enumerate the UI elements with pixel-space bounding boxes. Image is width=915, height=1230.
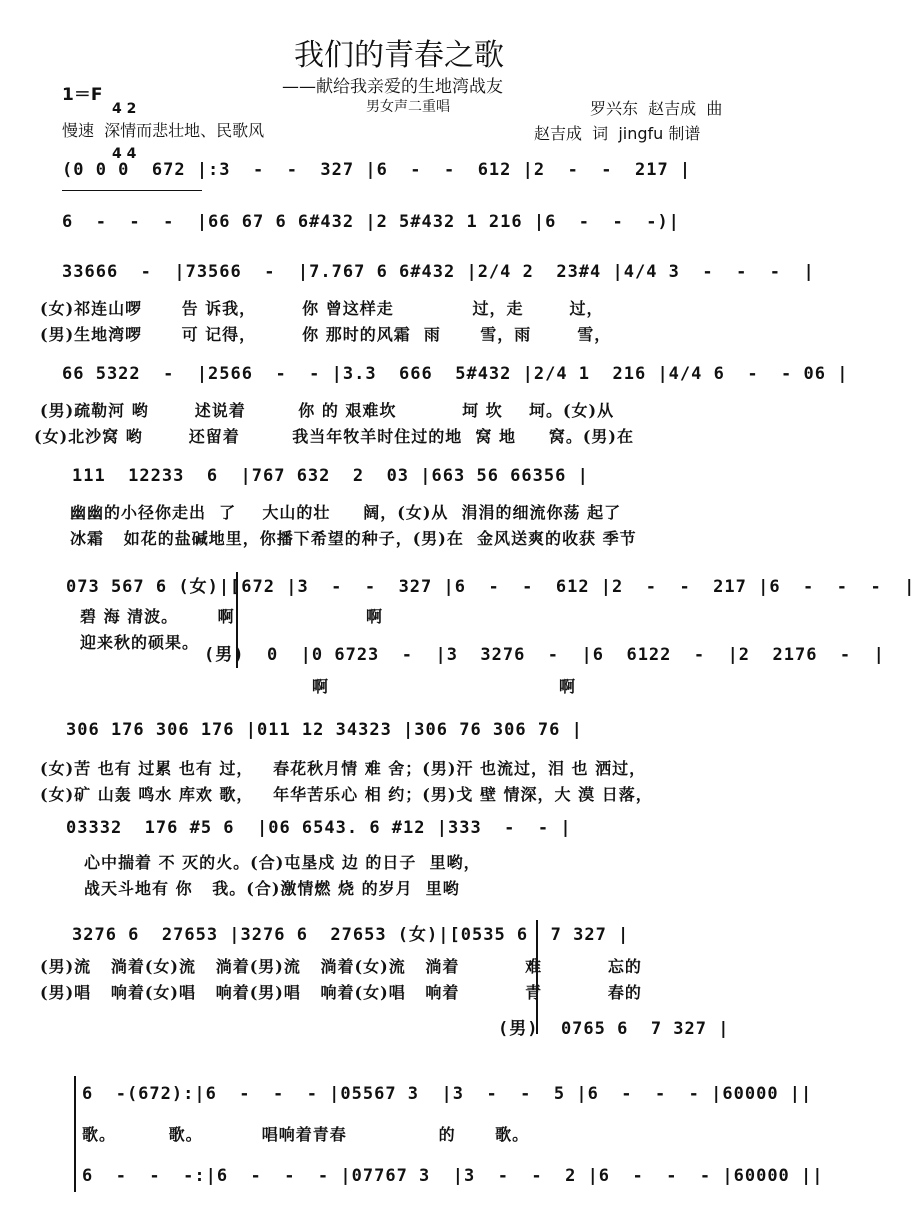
score-row-1: (0 0 0 672 |:3 - - 327 |6 - - 612 |2 - - 217 | xyxy=(62,160,692,180)
score-row-6: 073 567 6 (女)|[672 |3 - - 327 |6 - - 612 |2 - - 217 |6 - - - | xyxy=(66,577,915,597)
lyric-line-6c: 啊 啊 xyxy=(312,677,576,696)
lyric-line-6a: 碧 海 清波。 啊 啊 xyxy=(80,607,383,626)
score-row-2: 6 - - - |66 67 6 6#432 |2 5#432 1 216 |6 - - -)| xyxy=(62,212,680,232)
lyric-line-8b: 战天斗地有 你 我。(合)激情燃 烧 的岁月 里哟 xyxy=(84,879,460,898)
system-bracket xyxy=(236,572,238,668)
lyric-line-4a: (男)疏勒河 哟 述说着 你 的 艰难坎 坷 坎 坷。(女)从 xyxy=(40,401,615,420)
voicing-label: 男女声二重唱 xyxy=(366,99,450,115)
lyric-line-9b: (男)唱 响着(女)唱 响着(男)唱 响着(女)唱 响着 青 春的 xyxy=(40,983,642,1002)
lyric-line-3a: (女)祁连山啰 告 诉我， 你 曾这样走 过，走 过， xyxy=(40,299,604,318)
score-row-11: 6 - - -:|6 - - - |07767 3 |3 - - 2 |6 - - - |60000 || xyxy=(82,1166,824,1186)
system-bracket-3 xyxy=(74,1076,76,1192)
system-bracket-2 xyxy=(536,920,538,1034)
lyric-line-9a: (男)流 淌着(女)流 淌着(男)流 淌着(女)流 淌着 难 忘的 xyxy=(40,957,642,976)
key-signature: 1＝F xyxy=(62,85,103,105)
song-subtitle: ——献给我亲爱的生地湾战友 xyxy=(282,77,503,97)
tempo-marking: 慢速 深情而悲壮地、民歌风 xyxy=(62,121,265,140)
lyric-line-5a: 幽幽的小径你走出 了 大山的壮 阔，(女)从 涓涓的细流你荡 起了 xyxy=(70,503,622,522)
beam-line xyxy=(62,190,202,191)
lyric-line-6b: 迎来秋的硕果。 xyxy=(80,633,200,652)
composer-credit: 罗兴东 赵吉成 曲 xyxy=(590,99,723,118)
score-row-7: 306 176 306 176 |011 12 34323 |306 76 306 76 | xyxy=(66,720,583,740)
lyric-line-10: 歌。 歌。 唱响着青春 的 歌。 xyxy=(82,1125,530,1144)
score-row-10: 6 -(672):|6 - - - |05567 3 |3 - - 5 |6 - - - |60000 || xyxy=(82,1084,813,1104)
score-row-9-male: (男) 0765 6 7 327 | xyxy=(498,1019,730,1039)
score-row-4: 66 5322 - |2566 - - |3.3 666 5#432 |2/4 1 216 |4/4 6 - - 06 | xyxy=(62,364,849,384)
lyric-line-5b: 冰霜 如花的盐碱地里，你播下希望的种子，(男)在 金风送爽的收获 季节 xyxy=(70,529,637,548)
meter-denominators: 4 4 xyxy=(112,146,137,162)
lyricist-credit: 赵吉成 词 jingfu 制谱 xyxy=(534,124,701,143)
score-row-6-male: (男) 0 |0 6723 - |3 3276 - |6 6122 - |2 2176 - | xyxy=(204,645,885,665)
score-row-3: 33666 - |73566 - |7.767 6 6#432 |2/4 2 23#4 |4/4 3 - - - | xyxy=(62,262,815,282)
song-title: 我们的青春之歌 xyxy=(294,38,504,73)
score-row-5: 111 12233 6 |767 632 2 03 |663 56 66356 | xyxy=(72,466,589,486)
lyric-line-4b: (女)北沙窝 哟 还留着 我当年牧羊时住过的地 窝 地 窝。(男)在 xyxy=(34,427,634,446)
meter-numerators: 4 2 xyxy=(112,101,137,117)
lyric-line-8a: 心中揣着 不 灭的火。(合)屯垦戍 边 的日子 里哟， xyxy=(84,853,481,872)
lyric-line-3b: (男)生地湾啰 可 记得， 你 那时的风霜 雨 雪，雨 雪， xyxy=(40,325,612,344)
score-row-9: 3276 6 27653 |3276 6 27653 (女)|[0535 6 7 327 | xyxy=(72,925,630,945)
lyric-line-7a: (女)苦 也有 过累 也有 过， 春花秋月情 难 舍；(男)汗 也流过，泪 也 洒过， xyxy=(40,759,647,778)
lyric-line-7b: (女)矿 山轰 鸣水 库欢 歌， 年华苦乐心 相 约；(男)戈 壁 情深，大 漠 日落， xyxy=(40,785,653,804)
score-row-8: 03332 176 #5 6 |06 6543. 6 #12 |333 - - | xyxy=(66,818,572,838)
